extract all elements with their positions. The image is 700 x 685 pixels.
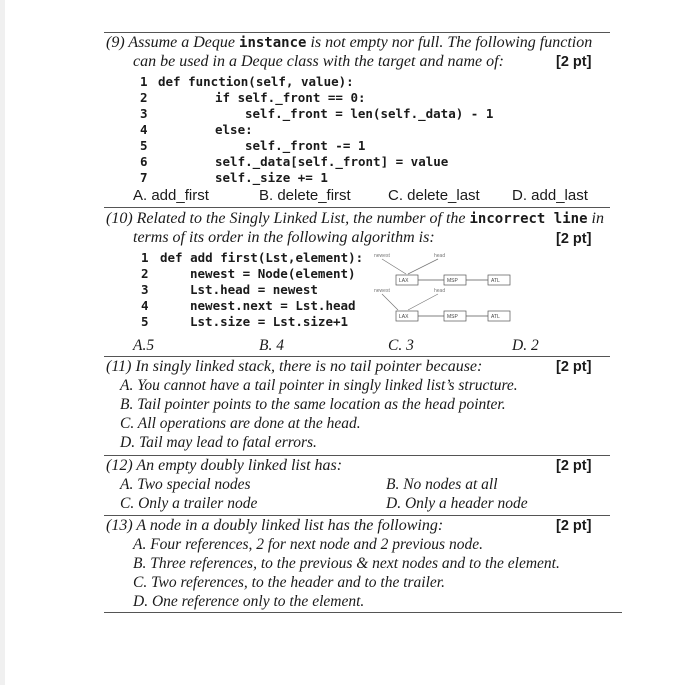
pointer-arrow xyxy=(382,294,398,310)
pointer-arrow xyxy=(408,259,438,274)
q9-option-a[interactable]: A. add_first xyxy=(133,187,209,204)
pointer-arrow xyxy=(382,259,406,274)
code-line: if self._front == 0: xyxy=(215,90,366,105)
q11-option-c[interactable]: C. All operations are done at the head. xyxy=(120,415,361,432)
q10-option-d[interactable]: D. 2 xyxy=(512,337,539,354)
diagram-label: MSP xyxy=(447,314,458,320)
q11-option-a[interactable]: A. You cannot have a tail pointer in singly linked list’s structure. xyxy=(120,377,518,394)
q11-stem: (11) In singly linked stack, there is no tail pointer because: xyxy=(106,358,483,375)
q13-points: [2 pt] xyxy=(556,518,592,534)
q9-points: [2 pt] xyxy=(556,54,592,70)
code-line-num: 4 xyxy=(140,122,148,137)
diagram-label: ATL xyxy=(491,314,500,320)
code-line: def function(self, value): xyxy=(158,74,354,89)
divider xyxy=(104,207,610,208)
q13-option-c[interactable]: C. Two references, to the header and to the trailer. xyxy=(133,574,445,591)
code-line: self._data[self._front] = value xyxy=(215,154,449,169)
page-edge xyxy=(0,0,5,685)
code-line: self._size += 1 xyxy=(215,170,328,185)
code-line: newest = Node(element) xyxy=(190,266,356,281)
q13-stem: (13) A node in a doubly linked list has the following: xyxy=(106,517,444,534)
q9-option-d[interactable]: D. add_last xyxy=(512,187,588,204)
diagram-label: newest xyxy=(374,253,390,259)
code-line-num: 1 xyxy=(141,250,149,265)
code-line-num: 3 xyxy=(141,282,149,297)
diagram-label: newest xyxy=(374,288,390,294)
q9-stem-line2: can be used in a Deque class with the target and name of: xyxy=(133,53,504,70)
q12-option-d[interactable]: D. Only a header node xyxy=(386,495,528,512)
q11-option-d[interactable]: D. Tail may lead to fatal errors. xyxy=(120,434,317,451)
code-line: self._front = len(self._data) - 1 xyxy=(245,106,494,121)
q13-option-a[interactable]: A. Four references, 2 for next node and 2 previous node. xyxy=(133,536,483,553)
q10-option-b[interactable]: B. 4 xyxy=(259,337,284,354)
code-line-num: 3 xyxy=(140,106,148,121)
diagram-label: MSP xyxy=(447,278,458,284)
code-line-num: 7 xyxy=(140,170,148,185)
code-line-num: 1 xyxy=(140,74,148,89)
q12-option-b[interactable]: B. No nodes at all xyxy=(386,476,498,493)
q10-stem-line2: terms of its order in the following algorithm is: xyxy=(133,229,435,246)
q13-option-d[interactable]: D. One reference only to the element. xyxy=(133,593,365,610)
code-line-num: 2 xyxy=(141,266,149,281)
divider xyxy=(104,612,622,613)
diagram-label: head xyxy=(434,253,446,259)
q9-option-b[interactable]: B. delete_first xyxy=(259,187,351,204)
diagram-label: ATL xyxy=(491,278,500,284)
q11-option-b[interactable]: B. Tail pointer points to the same location as the head pointer. xyxy=(120,396,506,413)
q13-option-b[interactable]: B. Three references, to the previous & next nodes and to the element. xyxy=(133,555,560,572)
divider xyxy=(104,455,610,456)
q9-stem-line1: (9) Assume a Deque instance is not empty nor full. The following function xyxy=(106,34,593,51)
q12-stem: (12) An empty doubly linked list has: xyxy=(106,457,343,474)
code-line: Lst.size = Lst.size+1 xyxy=(190,314,349,329)
q12-option-a[interactable]: A. Two special nodes xyxy=(120,476,251,493)
divider xyxy=(104,515,610,516)
q11-points: [2 pt] xyxy=(556,359,592,375)
q12-option-c[interactable]: C. Only a trailer node xyxy=(120,495,258,512)
q12-points: [2 pt] xyxy=(556,458,592,474)
linked-list-diagram xyxy=(368,248,518,332)
divider xyxy=(104,356,610,357)
code-line: self._front -= 1 xyxy=(245,138,366,153)
code-line-num: 2 xyxy=(140,90,148,105)
pointer-arrow xyxy=(408,294,438,310)
q9-option-c[interactable]: C. delete_last xyxy=(388,187,480,204)
q10-stem-line1: (10) Related to the Singly Linked List, the number of the incorrect line in xyxy=(106,210,604,227)
diagram-label: LAX xyxy=(399,314,409,320)
diagram-label: head xyxy=(434,288,446,294)
code-line-num: 4 xyxy=(141,298,149,313)
diagram-label: LAX xyxy=(399,278,409,284)
code-line: def add first(Lst,element): xyxy=(160,250,364,265)
code-line: newest.next = Lst.head xyxy=(190,298,356,313)
code-line: else: xyxy=(215,122,253,137)
q10-option-a[interactable]: A.5 xyxy=(133,337,155,354)
q10-points: [2 pt] xyxy=(556,231,592,247)
code-line: Lst.head = newest xyxy=(190,282,318,297)
code-line-num: 5 xyxy=(141,314,149,329)
divider xyxy=(104,32,610,33)
code-line-num: 6 xyxy=(140,154,148,169)
code-line-num: 5 xyxy=(140,138,148,153)
q10-option-c[interactable]: C. 3 xyxy=(388,337,414,354)
